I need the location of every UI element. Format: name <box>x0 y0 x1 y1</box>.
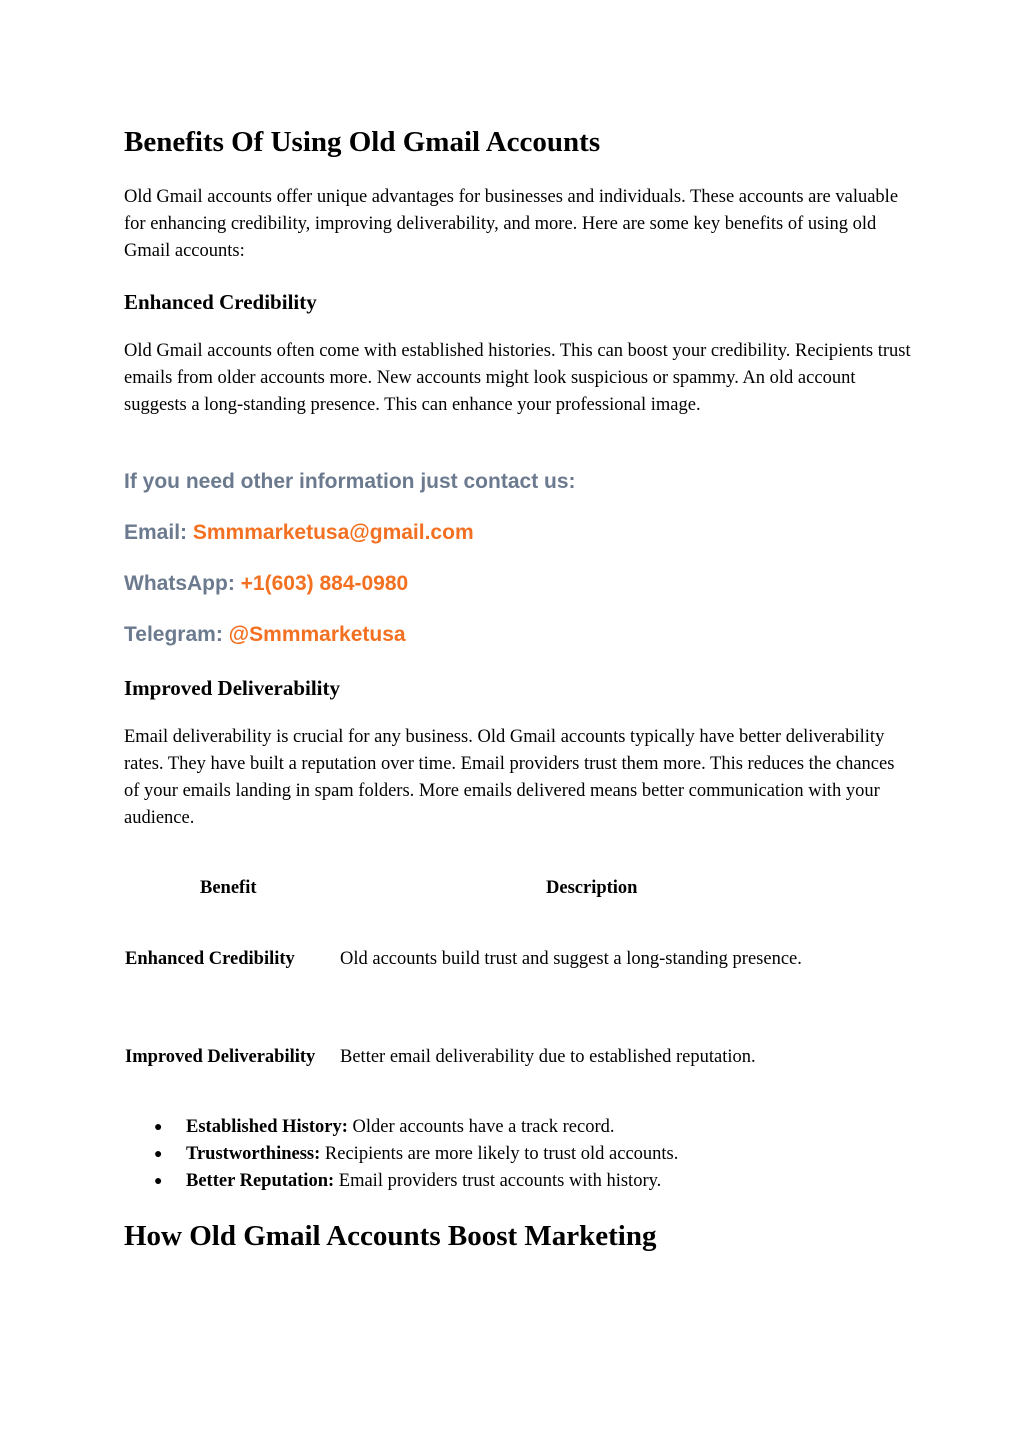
table-header-description: Description <box>546 878 638 898</box>
table-cell-benefit: Enhanced Credibility <box>125 949 295 969</box>
table-header-benefit: Benefit <box>200 878 257 898</box>
whatsapp-label: WhatsApp: <box>124 572 241 595</box>
intro-paragraph: Old Gmail accounts offer unique advantages for businesses and individuals. These accounts are valuable for enhancing credibility, improving deliverability, and more. Here are some key benefits of using old Gmail accounts: <box>124 187 899 261</box>
list-item <box>150 1141 910 1168</box>
table-cell-description: Better email deliverability due to established reputation. <box>340 1047 756 1067</box>
bullet-term: Established History: <box>186 1117 348 1137</box>
list-item <box>150 1168 910 1195</box>
table-cell-benefit: Improved Deliverability <box>125 1047 316 1067</box>
list-item <box>150 1114 910 1141</box>
page-title: Benefits Of Using Old Gmail Accounts <box>124 126 601 158</box>
contact-heading: If you need other information just contact us: <box>124 470 576 493</box>
section-heading-credibility: Enhanced Credibility <box>124 290 317 314</box>
bullet-term: Trustworthiness: <box>186 1144 321 1164</box>
contact-whatsapp-line <box>124 570 408 598</box>
email-link[interactable]: Smmmarketusa@gmail.com <box>192 521 474 544</box>
contact-email-line <box>124 519 474 547</box>
bullet-text: Recipients are more likely to trust old accounts. <box>320 1144 679 1164</box>
section-heading-deliverability: Improved Deliverability <box>124 676 341 700</box>
bullet-text: Email providers trust accounts with history. <box>334 1171 662 1191</box>
deliverability-paragraph: Email deliverability is crucial for any business. Old Gmail accounts typically have better deliverability rates. They have built a reputation over time. Email providers trust them more. This reduces the chances of your emails landing in spam folders. More emails delivered means better communication with your audience. <box>124 727 895 828</box>
contact-telegram-line <box>124 621 406 649</box>
credibility-paragraph: Old Gmail accounts often come with established histories. This can boost your credibility. Recipients trust emails from older accounts more. New accounts might look suspicious or spammy. An old account suggests a long-standing presence. This can enhance your professional image. <box>124 341 911 415</box>
benefits-bullet-list <box>150 1114 910 1195</box>
bullet-icon: ● <box>154 1120 163 1135</box>
bullet-icon: ● <box>154 1174 163 1189</box>
email-label: Email: <box>124 521 193 544</box>
telegram-link[interactable]: @Smmmarketusa <box>228 623 406 646</box>
next-section-heading: How Old Gmail Accounts Boost Marketing <box>124 1220 657 1252</box>
bullet-term: Better Reputation: <box>186 1171 335 1191</box>
bullet-text: Older accounts have a track record. <box>347 1117 615 1137</box>
table-cell-description: Old accounts build trust and suggest a long-standing presence. <box>340 949 802 969</box>
whatsapp-link[interactable]: +1(603) 884-0980 <box>240 572 409 595</box>
telegram-label: Telegram: <box>124 623 229 646</box>
bullet-icon: ● <box>154 1147 163 1162</box>
